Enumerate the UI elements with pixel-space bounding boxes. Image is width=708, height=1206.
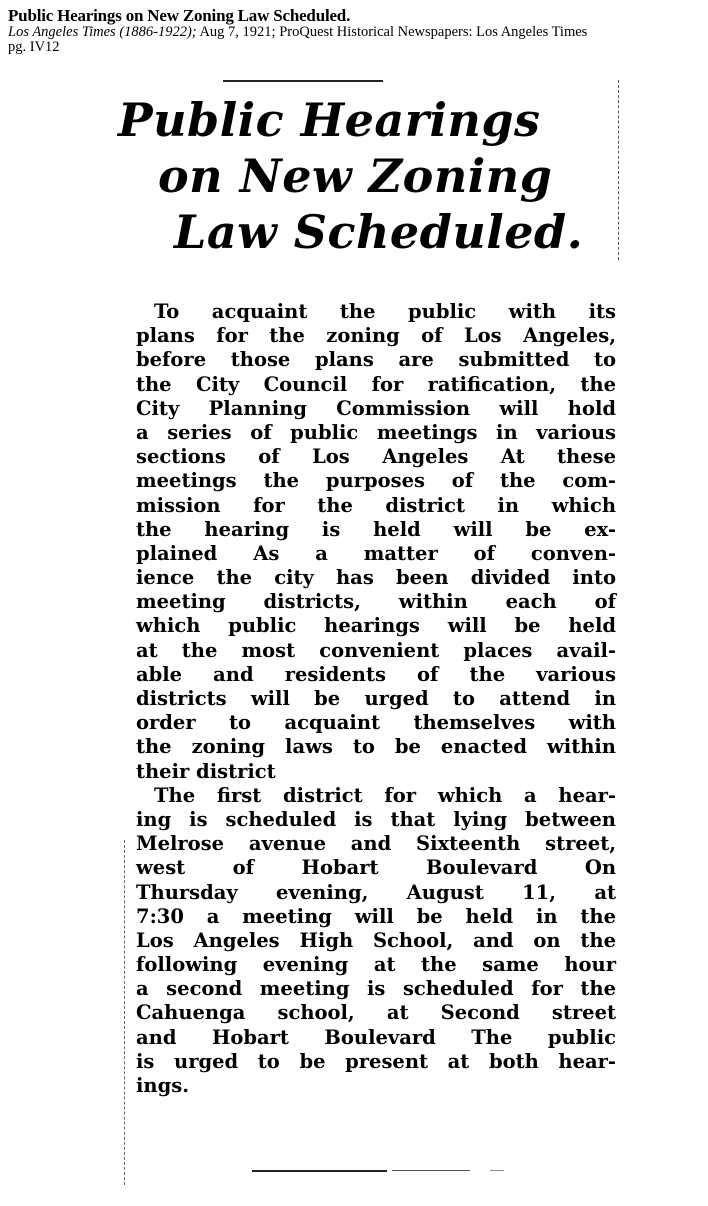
headline-line: on New Zoning — [158, 149, 553, 203]
text-line: following evening at the same hour — [136, 953, 616, 977]
text-line: and Hobart Boulevard The public — [136, 1025, 616, 1049]
text-line: Cahuenga school, at Second street — [136, 1001, 616, 1025]
text-line: sections of Los Angeles At these — [136, 445, 616, 469]
text-line: Thursday evening, August 11, at — [136, 880, 616, 904]
column-right-rule — [618, 80, 619, 260]
citation-title: Public Hearings on New Zoning Law Scheduled. — [8, 6, 351, 25]
article-body — [136, 300, 616, 1098]
citation-details: Aug 7, 1921; ProQuest Historical Newspapers: Los Angeles Times — [196, 24, 588, 40]
text-line: ings. — [136, 1074, 189, 1097]
citation-page: pg. IV12 — [8, 39, 60, 55]
paragraph-2 — [136, 784, 616, 1098]
text-line: Los Angeles High School, and on the — [136, 928, 616, 952]
text-line: west of Hobart Boulevard On — [136, 856, 616, 880]
text-line: ience the city has been divided into — [136, 566, 616, 590]
text-line: plained As a matter of conven- — [136, 541, 616, 565]
text-line: the zoning laws to be enacted within — [136, 735, 616, 759]
column-top-rule — [223, 80, 383, 82]
text-line: before those plans are submitted to — [136, 348, 616, 372]
column-bottom-rule — [490, 1170, 504, 1171]
text-line: plans for the zoning of Los Angeles, — [136, 324, 616, 348]
text-line: To acquaint the public with its — [154, 300, 616, 323]
headline-line: Public Hearings — [118, 93, 541, 147]
text-line: the hearing is held will be ex- — [136, 517, 616, 541]
text-line: City Planning Commission will hold — [136, 396, 616, 420]
text-line: a series of public meetings in various — [136, 420, 616, 444]
text-line: districts will be urged to attend in — [136, 687, 616, 710]
text-line: Melrose avenue and Sixteenth street, — [136, 832, 616, 856]
citation-publication: Los Angeles Times (1886-1922); — [8, 24, 197, 40]
citation-source — [8, 25, 708, 40]
text-line: a second meeting is scheduled for the — [136, 977, 616, 1001]
column-bottom-rule — [252, 1170, 387, 1172]
text-line: meetings the purposes of the com- — [136, 469, 616, 493]
column-left-rule — [124, 840, 125, 1185]
text-line: The first district for which a hear- — [154, 783, 616, 807]
text-line: able and residents of the various — [136, 662, 616, 686]
text-line: 7:30 a meeting will be held in the — [136, 904, 616, 928]
text-line: meeting districts, within each of — [136, 590, 616, 614]
paragraph-1 — [136, 300, 616, 784]
text-line: their district — [136, 759, 276, 783]
article-headline — [118, 92, 583, 260]
citation-header — [8, 6, 708, 55]
text-line: is urged to be present at both hear- — [136, 1049, 616, 1073]
column-bottom-rule — [392, 1170, 470, 1171]
text-line: mission for the district in which — [136, 493, 616, 517]
text-line: which public hearings will be held — [136, 614, 616, 638]
text-line: at the most convenient places avail- — [136, 638, 616, 662]
text-line: the City Council for ratification, the — [136, 372, 616, 396]
headline-line: Law Scheduled. — [174, 205, 584, 259]
text-line: ing is scheduled is that lying between — [136, 807, 616, 831]
text-line: order to acquaint themselves with — [136, 711, 616, 735]
